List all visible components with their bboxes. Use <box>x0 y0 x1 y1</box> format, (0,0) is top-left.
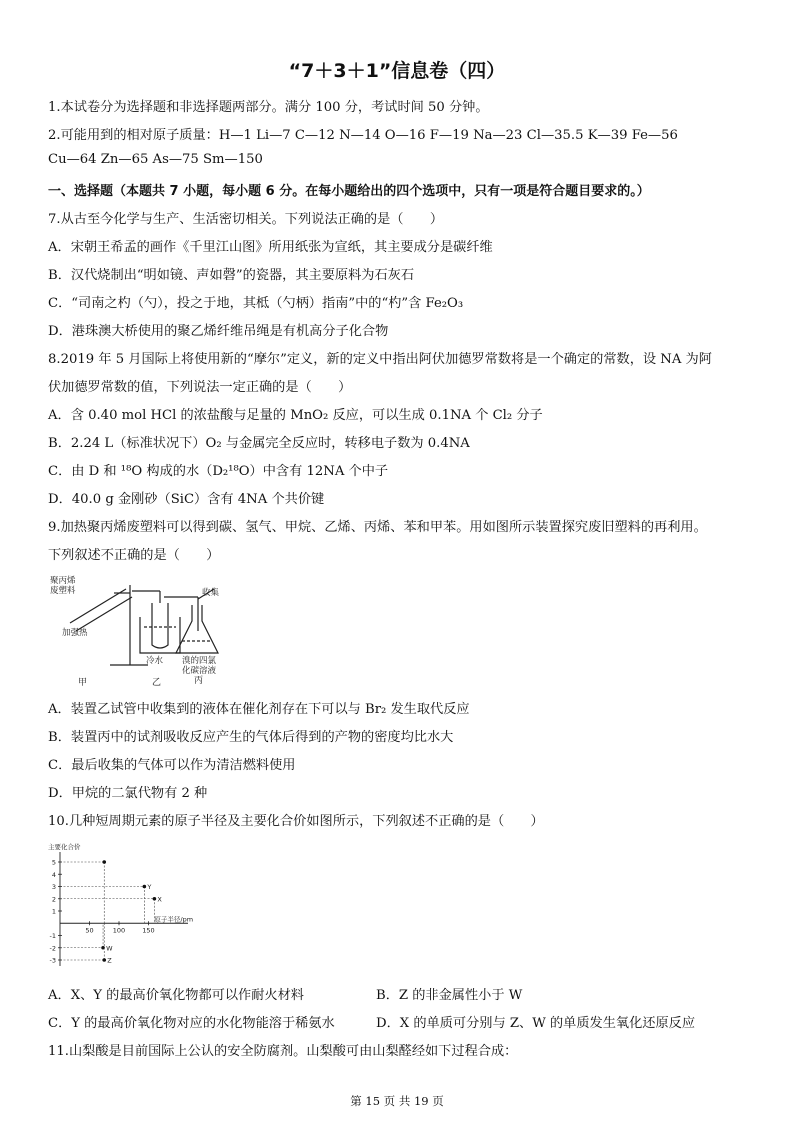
q8-option-c: C．由 D 和 ¹⁸O 构成的水（D₂¹⁸O）中含有 12NA 个中子 <box>48 464 389 479</box>
q7-option-b: B．汉代烧制出“明如镜、声如磬”的瓷器，其主要原料为石灰石 <box>48 268 415 283</box>
y-tick-label: -2 <box>49 944 56 953</box>
q7-option-a: A．宋朝王希孟的画作《千里江山图》所用纸张为宣纸，其主要成分是碳纤维 <box>48 240 493 255</box>
x-tick-label: 100 <box>112 926 126 935</box>
label-cold-water: 冷水 <box>146 656 164 666</box>
label-yi: 乙 <box>152 678 162 688</box>
q9-option-b: B．装置丙中的试剂吸收反应产生的气体后得到的产物的密度均比水大 <box>48 730 454 745</box>
x-axis-label: 原子半径/pm <box>154 915 194 924</box>
y-tick-label: 2 <box>51 895 56 904</box>
data-point-z <box>102 958 106 962</box>
q9-stem-line2: 下列叙述不正确的是（ ） <box>48 548 220 563</box>
data-point-y <box>143 885 147 889</box>
x-tick-label: 50 <box>85 926 94 935</box>
q11-stem: 11.山梨酸是目前国际上公认的安全防腐剂。山梨酸可由山梨醛经如下过程合成： <box>48 1044 518 1059</box>
q7-option-c: C．“司南之杓（勺），投之于地，其柢（勺柄）指南”中的“杓”含 Fe₂O₃ <box>48 296 464 311</box>
q8-option-d: D．40.0 g 金刚砂（SiC）含有 4NA 个共价键 <box>48 492 325 507</box>
q9-stem-line1: 9.加热聚丙烯废塑料可以得到碳、氢气、甲烷、乙烯、丙烯、苯和甲苯。用如图所示装置探究废旧塑料的再利用。 <box>48 520 707 535</box>
note-3: Cu—64 Zn—65 As—75 Sm—150 <box>48 152 263 167</box>
data-point-x <box>153 897 157 901</box>
q10-option-a: A．X、Y 的最高价氧化物都可以作耐火材料 <box>48 988 304 1003</box>
label-heat: 加强热 <box>62 628 88 638</box>
y-axis-label: 主要化合价 <box>48 843 81 851</box>
test-tube-yi <box>152 603 168 648</box>
q9-option-d: D．甲烷的二氯代物有 2 种 <box>48 786 208 801</box>
label-jia: 甲 <box>78 678 88 688</box>
y-tick-label: 1 <box>51 907 56 916</box>
point-label-z: Z <box>107 956 112 965</box>
label-bromine-2: 化碳溶液 <box>182 666 217 676</box>
q9-option-c: C．最后收集的气体可以作为清洁燃料使用 <box>48 758 296 773</box>
y-tick-label: 4 <box>51 870 56 879</box>
q10-option-b: B．Z 的非金属性小于 W <box>376 988 523 1003</box>
point-label-x: X <box>157 895 162 904</box>
point-label-w: W <box>106 944 113 953</box>
q8-option-a: A．含 0.40 mol HCl 的浓盐酸与足量的 MnO₂ 反应，可以生成 0.1NA 个 Cl₂ 分子 <box>48 408 543 423</box>
note-2: 2.可能用到的相对原子质量：H—1 Li—7 C—12 N—14 O—16 F—19 Na—23 Cl—35.5 K—39 Fe—56 <box>48 128 678 143</box>
apparatus-figure <box>48 575 288 693</box>
label-collect: 收集 <box>202 588 220 598</box>
y-tick-label: 3 <box>51 883 56 891</box>
point-label-y: Y <box>147 883 152 891</box>
q8-option-b: B．2.24 L（标准状况下）O₂ 与金属完全反应时，转移电子数为 0.4NA <box>48 436 470 451</box>
label-plastic-1: 聚丙烯 <box>50 576 76 586</box>
label-bing: 丙 <box>194 676 204 686</box>
q10-option-c: C．Y 的最高价氧化物对应的水化物能溶于稀氨水 <box>48 1016 335 1031</box>
q10-option-d: D．X 的单质可分别与 Z、W 的单质发生氧化还原反应 <box>376 1016 696 1031</box>
q9-option-a: A．装置乙试管中收集到的液体在催化剂存在下可以与 Br₂ 发生取代反应 <box>48 702 470 717</box>
note-1: 1.本试卷分为选择题和非选择题两部分。满分 100 分，考试时间 50 分钟。 <box>48 100 489 115</box>
q10-stem: 10.几种短周期元素的原子半径及主要化合价如图所示，下列叙述不正确的是（ ） <box>48 814 544 829</box>
label-plastic-2: 废塑料 <box>50 586 76 596</box>
y-tick-label: -3 <box>49 956 56 965</box>
x-tick-label: 150 <box>142 926 155 935</box>
q7-stem: 7.从古至今化学与生产、生活密切相关。下列说法正确的是（ ） <box>48 212 444 227</box>
q8-stem-line1: 8.2019 年 5 月国际上将使用新的“摩尔”定义，新的定义中指出阿伏加德罗常数将是一个确定的常数，设 NA 为阿 <box>48 352 712 367</box>
page-title: “7＋3＋1”信息卷（四） <box>288 60 506 82</box>
label-bromine-1: 溴的四氯 <box>182 656 217 666</box>
data-point <box>102 860 106 864</box>
flask-bing <box>176 605 218 653</box>
page-footer: 第 15 页 共 19 页 <box>350 1094 444 1108</box>
q8-stem-line2: 伏加德罗常数的值，下列说法一定正确的是（ ） <box>48 380 352 395</box>
y-tick-label: -1 <box>49 932 56 940</box>
section-heading: 一、选择题（本题共 7 小题，每小题 6 分。在每小题给出的四个选项中，只有一项是符合题目要求的。） <box>48 184 650 199</box>
y-tick-label: 5 <box>51 858 56 867</box>
valence-radius-chart <box>48 842 198 972</box>
q7-option-d: D．港珠澳大桥使用的聚乙烯纤维吊绳是有机高分子化合物 <box>48 324 389 339</box>
